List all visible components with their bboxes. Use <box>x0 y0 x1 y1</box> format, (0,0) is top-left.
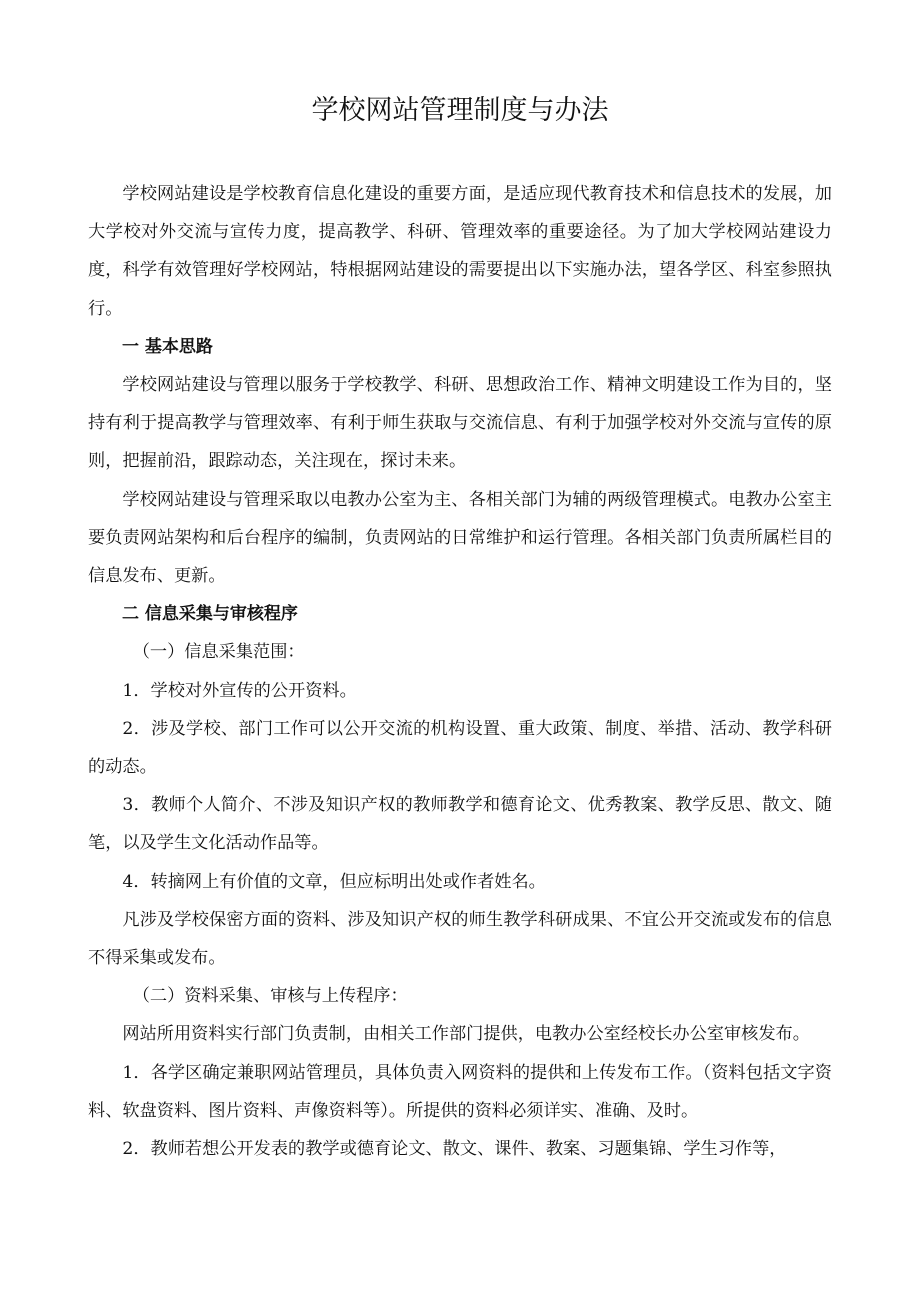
paragraph: 网站所用资料实行部门负责制，由相关工作部门提供，电教办公室经校长办公室审核发布。 <box>122 1024 810 1045</box>
list-item: 2．教师若想公开发表的教学或德育论文、散文、课件、教案、习题集锦、学生习作等， <box>122 1139 787 1160</box>
paragraph: 学校网站建设与管理以服务于学校教学、科研、思想政治工作、精神文明建设工作为目的，坚持有利于提高教学与管理效率、有利于师生获取与交流信息、有利于加强学校对外交流与宣传的原则，把握前沿，跟踪动态，关注现在，探讨未来。 <box>88 375 832 472</box>
section-heading: 二 信息采集与审核程序 <box>122 604 298 625</box>
document-body <box>88 175 832 1168</box>
subsection-heading: （一）信息采集范围： <box>132 642 305 663</box>
list-item: 1．学校对外宣传的公开资料。 <box>122 680 357 701</box>
list-item: 2．涉及学校、部门工作可以公开交流的机构设置、重大政策、制度、举措、活动、教学科研的动态。 <box>88 718 832 778</box>
paragraph: 学校网站建设与管理采取以电教办公室为主、各相关部门为辅的两级管理模式。电教办公室主要负责网站架构和后台程序的编制，负责网站的日常维护和运行管理。各相关部门负责所属栏目的信息发布、更新。 <box>88 489 832 587</box>
subsection-heading: （二）资料采集、审核与上传程序： <box>132 986 408 1007</box>
section-heading: 一 基本思路 <box>122 336 213 357</box>
intro-paragraph: 学校网站建设是学校教育信息化建设的重要方面，是适应现代教育技术和信息技术的发展，加大学校对外交流与宣传力度，提高教学、科研、管理效率的重要途径。为了加大学校网站建设力度，科学有效管理好学校网站，特根据网站建设的需要提出以下实施办法，望各学区、科室参照执行。 <box>88 184 832 319</box>
list-item: 3．教师个人简介、不涉及知识产权的教师教学和德育论文、优秀教案、教学反思、散文、随笔，以及学生文化活动作品等。 <box>88 795 832 854</box>
page-title: 学校网站管理制度与办法 <box>311 95 609 126</box>
paragraph: 凡涉及学校保密方面的资料、涉及知识产权的师生教学科研成果、不宜公开交流或发布的信息不得采集或发布。 <box>88 909 832 969</box>
list-item: 4．转摘网上有价值的文章，但应标明出处或作者姓名。 <box>122 871 546 892</box>
list-item: 1．各学区确定兼职网站管理员，具体负责入网资料的提供和上传发布工作。（资料包括文字资料、软盘资料、图片资料、声像资料等）。所提供的资料必须详实、准确、及时。 <box>88 1062 832 1121</box>
